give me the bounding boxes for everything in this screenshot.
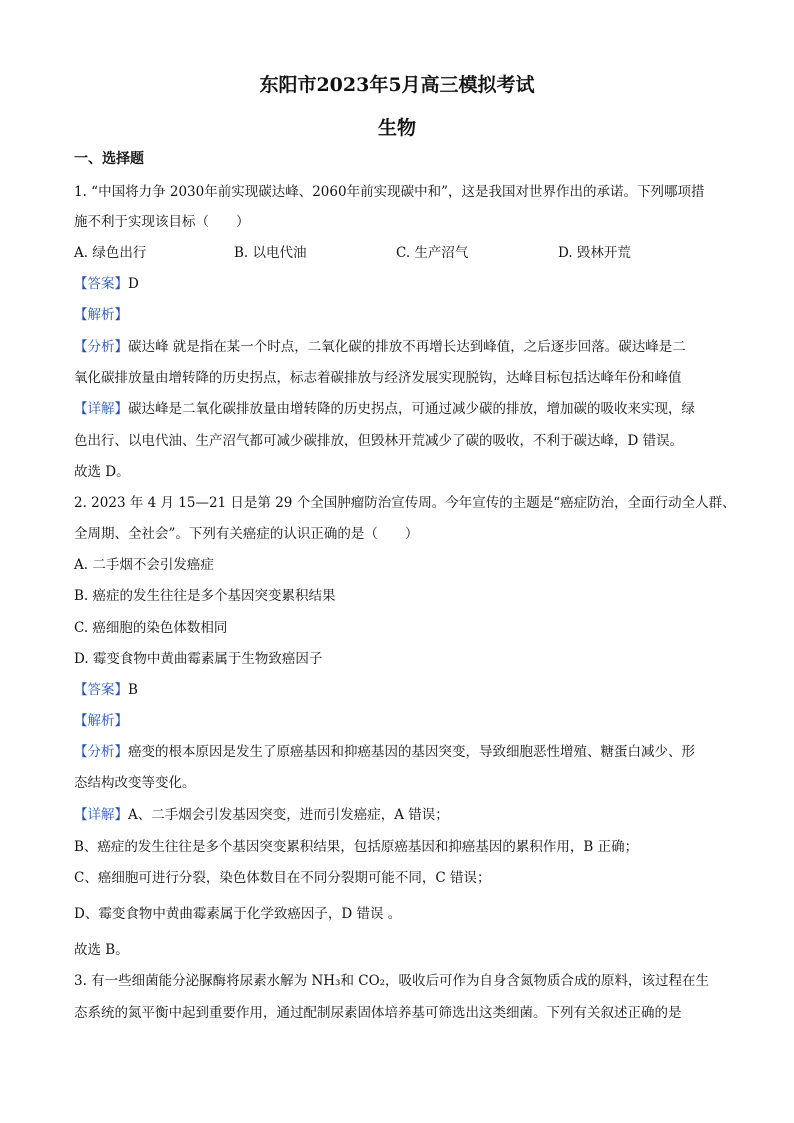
answer-tag: 【答案】 xyxy=(74,682,128,698)
xiangjie-text: 碳达峰是二氧化碳排放量由增转降的历史拐点，可通过减少碳的排放，增加碳的吸收来实现，绿 xyxy=(128,401,695,417)
xiangjie-tag: 【详解】 xyxy=(74,807,128,823)
section-heading: 一、选择题 xyxy=(74,151,144,167)
q1-option-a: A. 绿色出行 xyxy=(74,245,147,261)
q1-xiangjie-line1 xyxy=(74,400,695,418)
q2-option-b: B. 癌症的发生往往是多个基因突变累积结果 xyxy=(74,588,336,604)
q2-conclusion: 故选 B。 xyxy=(74,942,129,958)
fenxi-tag: 【分析】 xyxy=(74,744,128,760)
q3-stem-line2: 态系统的氮平衡中起到重要作用，通过配制尿素固体培养基可筛选出这类细菌。下列有关叙述正确的是 xyxy=(74,1005,682,1021)
fenxi-text: 癌变的根本原因是发生了原癌基因和抑癌基因的基因突变，导致细胞恶性增殖、糖蛋白减少、形 xyxy=(128,744,695,760)
q1-conclusion: 故选 D。 xyxy=(74,464,130,480)
q2-answer xyxy=(74,681,138,699)
answer-value: B xyxy=(128,682,138,698)
xiangjie-text: A、二手烟会引发基因突变，进而引发癌症，A 错误； xyxy=(128,807,449,823)
q1-fenxi-line1 xyxy=(74,338,686,356)
q2-option-d: D. 霉变食物中黄曲霉素属于生物致癌因子 xyxy=(74,651,323,667)
answer-value: D xyxy=(128,276,139,292)
q1-fenxi-line2: 氧化碳排放量由增转降的历史拐点，标志着碳排放与经济发展实现脱钩，达峰目标包括达峰年份和峰值 xyxy=(74,370,682,386)
q2-stem-line1: 2. 2023 年 4 月 15—21 日是第 29 个全国肿瘤防治宣传周。今年宣传的主题是“癌症防治，全面行动全人群、 xyxy=(74,495,736,511)
q2-xiangjie-line4: D、霉变食物中黄曲霉素属于化学致癌因子，D 错误 。 xyxy=(74,906,402,922)
q1-stem-line1: 1. “中国将力争 2030年前实现碳达峰、2060年前实现碳中和”，这是我国对世界作出的承诺。下列哪项措 xyxy=(74,184,705,200)
answer-tag: 【答案】 xyxy=(74,276,128,292)
q2-fenxi-line2: 态结构改变等变化。 xyxy=(74,775,196,791)
q2-fenxi-line1 xyxy=(74,743,695,761)
q2-xiangjie-line2: B、癌症的发生往往是多个基因突变累积结果，包括原癌基因和抑癌基因的累积作用，B 正确； xyxy=(74,839,639,855)
q1-option-b: B. 以电代油 xyxy=(234,245,307,261)
fenxi-text: 碳达峰 就是指在某一个时点，二氧化碳的排放不再增长达到峰值，之后逐步回落。碳达峰是二 xyxy=(128,339,686,355)
q1-analysis-tag: 【解析】 xyxy=(74,307,128,323)
xiangjie-tag: 【详解】 xyxy=(74,401,128,417)
page-title: 东阳市2023年5月高三模拟考试 xyxy=(259,74,535,96)
fenxi-tag: 【分析】 xyxy=(74,339,128,355)
q1-option-c: C. 生产沼气 xyxy=(396,245,469,261)
q1-answer xyxy=(74,275,139,293)
q2-option-a: A. 二手烟不会引发癌症 xyxy=(74,557,214,573)
q2-option-c: C. 癌细胞的染色体数相同 xyxy=(74,620,228,636)
q3-stem-line1: 3. 有一些细菌能分泌脲酶将尿素水解为 NH₃和 CO₂，吸收后可作为自身含氮物质合成的原料，该过程在生 xyxy=(74,973,710,989)
q1-stem-line2: 施不利于实现该目标（ ） xyxy=(74,214,250,230)
q2-xiangjie-line3: C、癌细胞可进行分裂，染色体数目在不同分裂期可能不同，C 错误； xyxy=(74,870,491,886)
q1-xiangjie-line2: 色出行、以电代油、生产沼气都可减少碳排放，但毁林开荒减少了碳的吸收，不利于碳达峰，D 错误。 xyxy=(74,433,684,449)
q2-analysis-tag: 【解析】 xyxy=(74,713,128,729)
q1-option-d: D. 毁林开荒 xyxy=(558,245,631,261)
page-subtitle: 生物 xyxy=(377,117,416,139)
q2-xiangjie-line1 xyxy=(74,806,449,824)
q2-stem-line2: 全周期、全社会”。下列有关癌症的认识正确的是（ ） xyxy=(74,526,419,542)
